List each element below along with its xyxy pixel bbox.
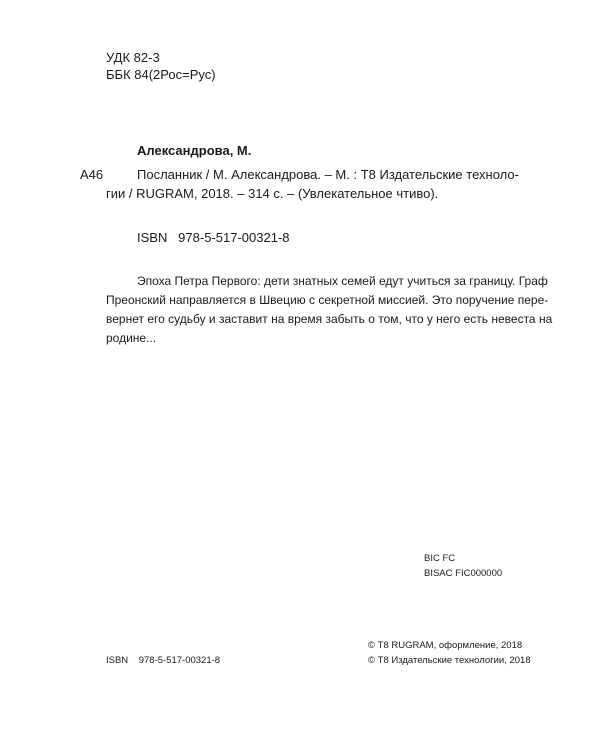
bibliographic-line-2: гии / RUGRAM, 2018. – 314 с. – (Увлекательное чтиво). (106, 186, 439, 201)
bibliographic-line-1: Посланник / М. Александрова. – М. : Т8 Издательские техноло- (137, 167, 519, 182)
bic-code: BIC FC (424, 553, 456, 564)
isbn-bottom: ISBN 978-5-517-00321-8 (106, 655, 221, 666)
udk-code: УДК 82-3 (106, 50, 160, 65)
copyright-publisher: © Т8 Издательские технологии, 2018 (368, 655, 531, 666)
copyright-design: © Т8 RUGRAM, оформление, 2018 (368, 640, 523, 651)
author-heading: Александрова, М. (137, 143, 252, 158)
author-mark: А46 (80, 167, 104, 182)
abstract-line-3: вернет его судьбу и заставит на время забыть о том, что у него есть невеста на (106, 312, 553, 326)
abstract-line-2: Преонский направляется в Швецию с секретной миссией. Это поручение пере- (106, 293, 549, 307)
bisac-code: BISAC FIC000000 (424, 568, 503, 579)
abstract-line-1: Эпоха Петра Первого: дети знатных семей едут учиться за границу. Граф (137, 274, 548, 288)
isbn: ISBN 978-5-517-00321-8 (137, 230, 290, 245)
abstract-line-4: родине... (106, 331, 157, 345)
bbk-code: ББК 84(2Рос=Рус) (106, 67, 216, 82)
